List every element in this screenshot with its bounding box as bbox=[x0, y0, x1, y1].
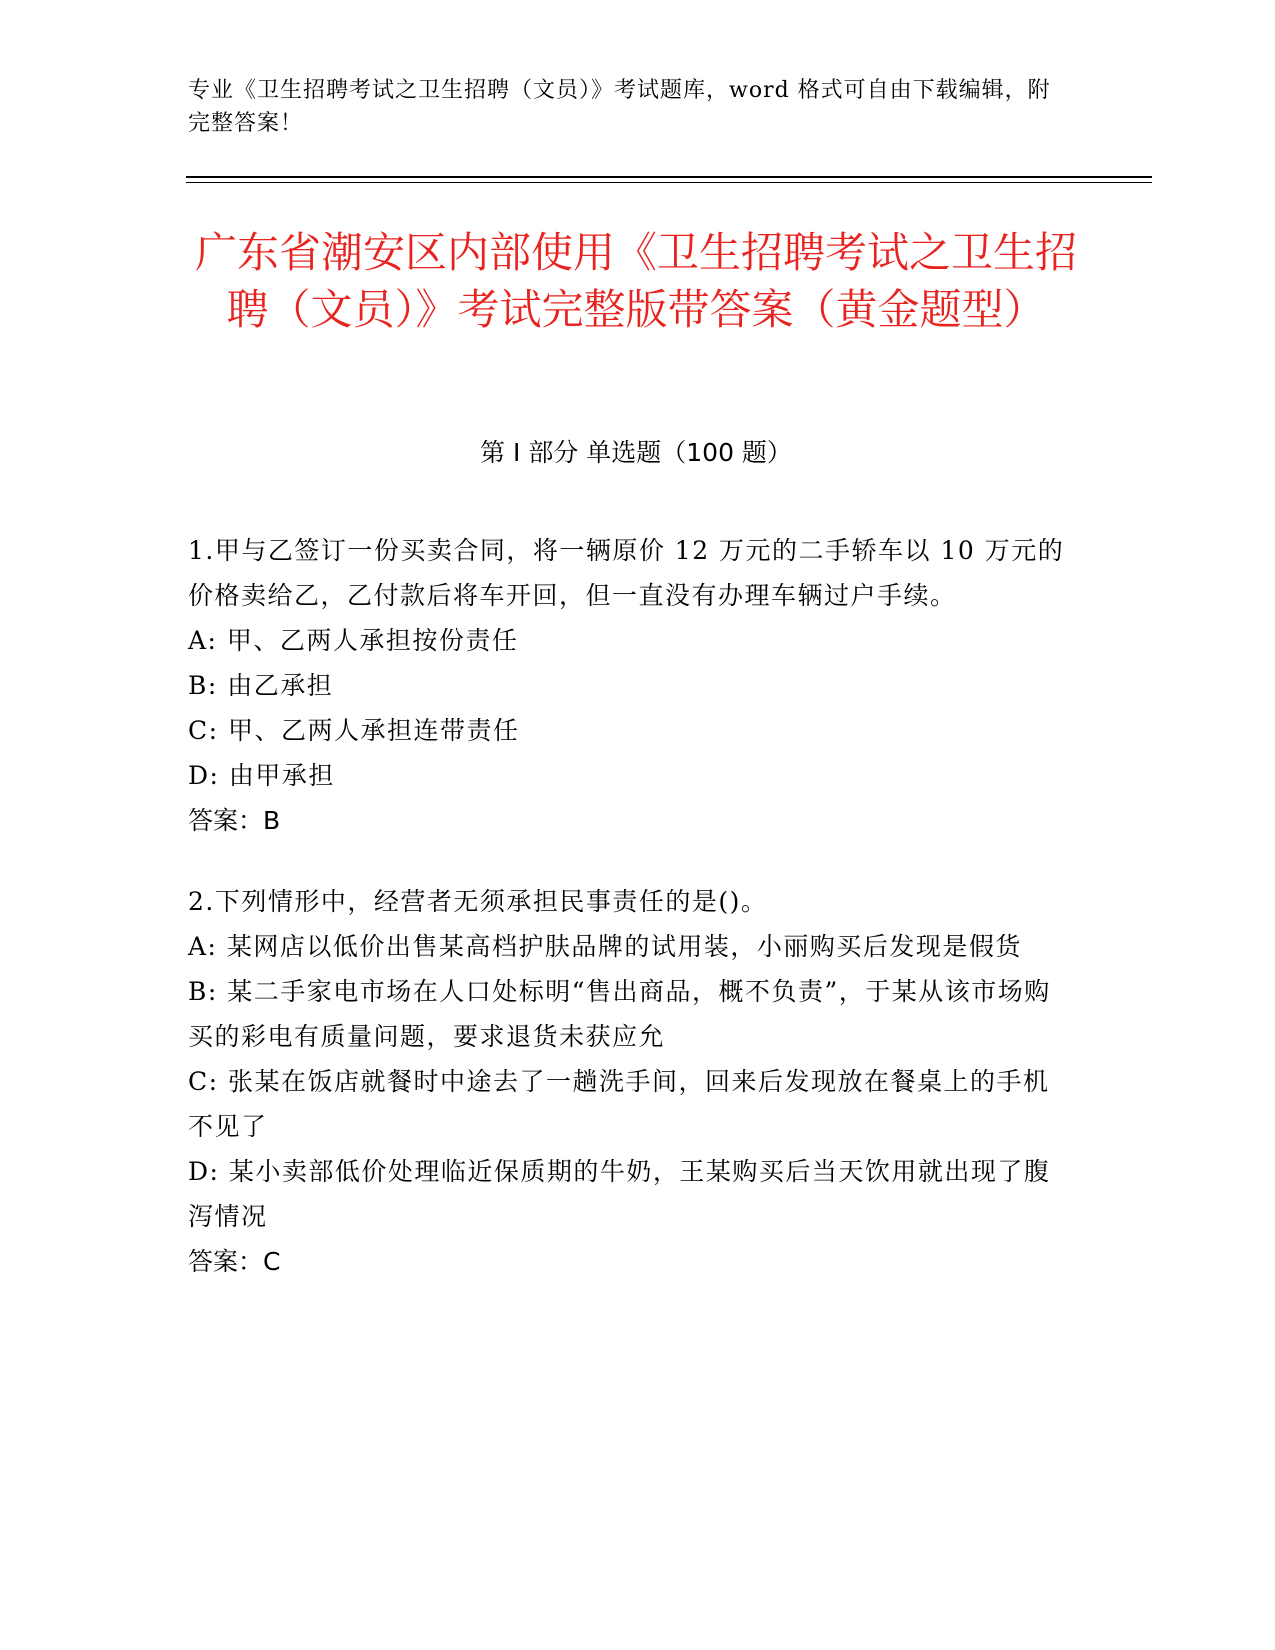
option-a: A: 甲、乙两人承担按份责任 bbox=[188, 626, 519, 655]
question-2 bbox=[188, 879, 1073, 1284]
option-b: B: 由乙承担 bbox=[188, 671, 334, 700]
option-d: D: 由甲承担 bbox=[188, 761, 335, 790]
header-rule-thick bbox=[186, 176, 1152, 178]
option-c: C: 张某在饭店就餐时中途去了一趟洗手间，回来后发现放在餐桌上的手机不见了 bbox=[188, 1067, 1050, 1141]
option-b: B: 某二手家电市场在人口处标明“售出商品，概不负责”，于某从该市场购买的彩电有质量问题，要求退货未获应允 bbox=[188, 977, 1051, 1051]
question-stem: 2.下列情形中，经营者无须承担民事责任的是()。 bbox=[188, 887, 768, 916]
answer: 答案：B bbox=[188, 806, 281, 835]
header-rule-thin bbox=[186, 182, 1152, 183]
document-title: 广东省潮安区内部使用《卫生招聘考试之卫生招聘（文员）》考试完整版带答案（黄金题型） bbox=[194, 228, 1077, 334]
option-c: C: 甲、乙两人承担连带责任 bbox=[188, 716, 520, 745]
question-list bbox=[188, 528, 1073, 1320]
question-1 bbox=[188, 528, 1073, 843]
header-note: 专业《卫生招聘考试之卫生招聘（文员）》考试题库，word 格式可自由下载编辑，附完整答案！ bbox=[188, 78, 1051, 136]
section-title: 第 I 部分 单选题（100 题） bbox=[480, 438, 792, 467]
answer: 答案：C bbox=[188, 1247, 281, 1276]
option-a: A: 某网店以低价出售某高档护肤品牌的试用装，小丽购买后发现是假货 bbox=[188, 932, 1022, 961]
option-d: D: 某小卖部低价处理临近保质期的牛奶，王某购买后当天饮用就出现了腹泻情况 bbox=[188, 1157, 1051, 1231]
question-stem: 1.甲与乙签订一份买卖合同，将一辆原价 12 万元的二手轿车以 10 万元的价格卖给乙，乙付款后将车开回，但一直没有办理车辆过户手续。 bbox=[188, 536, 1065, 610]
